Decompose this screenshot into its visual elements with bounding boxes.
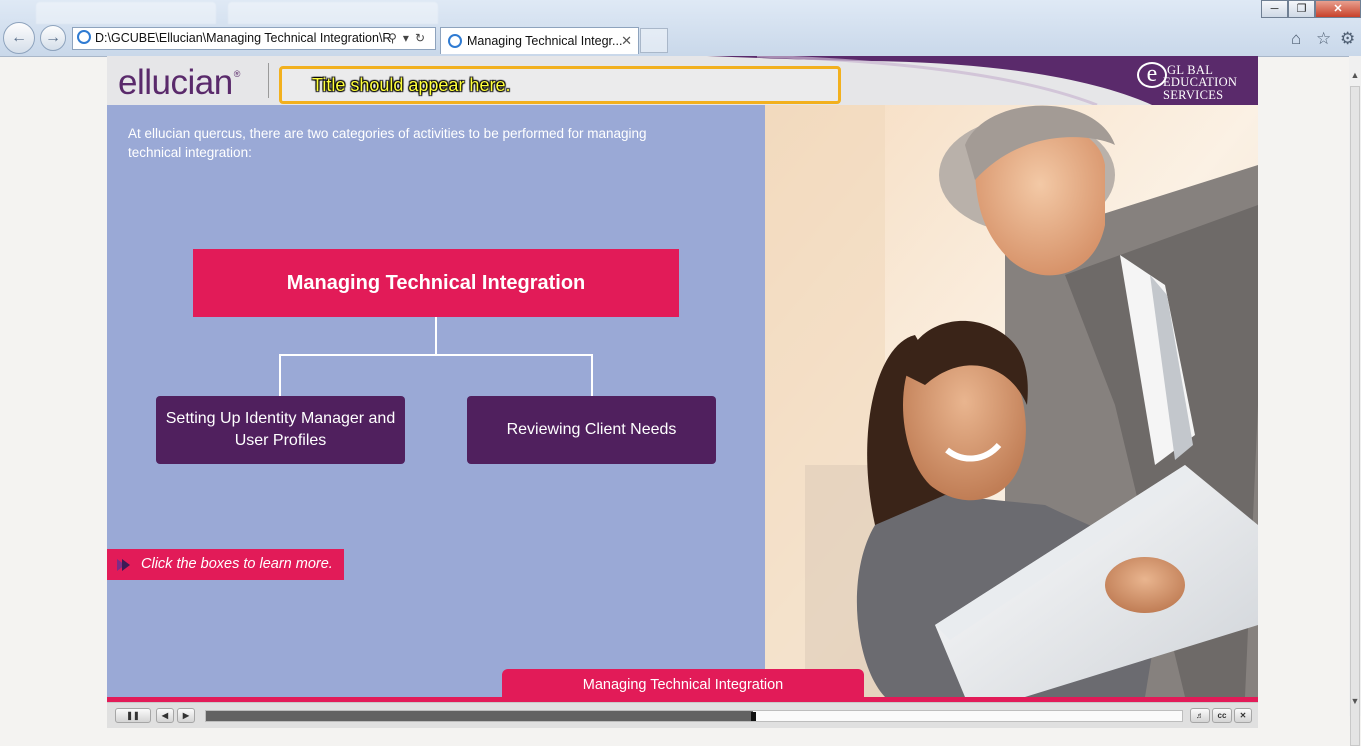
- hint-text: Click the boxes to learn more.: [141, 556, 333, 572]
- tab-title: Managing Technical Integr...: [467, 34, 623, 48]
- next-button[interactable]: [177, 708, 195, 723]
- partner-logo-line3: SERVICES: [1163, 88, 1224, 102]
- progress-handle[interactable]: [751, 712, 756, 721]
- restore-button[interactable]: [1288, 0, 1315, 18]
- intro-text: At ellucian quercus, there are two categories of activities to be performed for managing technical integration:: [128, 126, 647, 160]
- exit-button[interactable]: [1234, 708, 1252, 723]
- new-tab-button[interactable]: [640, 28, 668, 53]
- ellucian-logo: ellucian®: [118, 63, 240, 102]
- global-education-services-logo: [1137, 61, 1255, 101]
- scroll-up-icon[interactable]: ▲: [1350, 70, 1360, 80]
- back-arrow-icon: ←: [11, 29, 27, 46]
- forward-arrow-icon: →: [45, 29, 61, 46]
- home-icon[interactable]: ⌂: [1291, 29, 1302, 48]
- hint-banner: [107, 549, 344, 580]
- volume-button[interactable]: [1190, 708, 1210, 723]
- scroll-thumb[interactable]: [1350, 86, 1360, 746]
- gear-icon[interactable]: ⚙: [1340, 29, 1356, 48]
- progress-track[interactable]: [205, 710, 1183, 722]
- ie-tab-icon: [448, 34, 462, 48]
- skip-back-icon: ◀: [161, 711, 169, 720]
- partner-logo-line1: GL BAL: [1167, 63, 1214, 77]
- cc-icon: cc: [1217, 711, 1227, 720]
- minimize-icon: ─: [1270, 3, 1279, 15]
- root-node: Managing Technical Integration: [193, 249, 679, 317]
- playback-controls: [107, 702, 1258, 728]
- background-tab-blurred: [36, 2, 216, 24]
- volume-icon: ♬: [1196, 711, 1204, 720]
- title-placeholder-text: Title should appear here.: [312, 75, 511, 95]
- vertical-scrollbar[interactable]: [1349, 56, 1361, 716]
- pause-button[interactable]: [115, 708, 151, 723]
- section-tab[interactable]: Managing Technical Integration: [502, 669, 864, 702]
- dropdown-icon[interactable]: ▾: [402, 31, 415, 45]
- close-icon: ✕: [1239, 711, 1247, 720]
- search-icon[interactable]: ⚲: [388, 31, 403, 45]
- address-tools[interactable]: [388, 28, 431, 49]
- back-button[interactable]: [3, 22, 35, 54]
- restore-icon: ❐: [1296, 3, 1307, 15]
- background-tab-blurred: [228, 2, 438, 24]
- close-icon: ✕: [1333, 3, 1343, 15]
- progress-fill: [206, 711, 753, 721]
- forward-button[interactable]: [40, 25, 66, 51]
- previous-button[interactable]: [156, 708, 174, 723]
- ie-page-icon: [77, 30, 91, 44]
- star-icon[interactable]: ☆: [1316, 29, 1332, 48]
- partner-logo-line2: EDUCATION: [1163, 75, 1238, 89]
- pause-icon: ❚❚: [126, 711, 140, 720]
- hint-arrow-icon: [116, 558, 132, 572]
- address-text: D:\GCUBE\Ellucian\Managing Technical Integration\R: [95, 31, 392, 45]
- address-bar[interactable]: [72, 27, 436, 50]
- office-photo: [765, 105, 1258, 697]
- course-player: [107, 56, 1258, 728]
- browser-chrome: [0, 0, 1361, 57]
- refresh-icon[interactable]: ↻: [414, 31, 431, 45]
- captions-button[interactable]: [1212, 708, 1232, 723]
- node-identity-manager[interactable]: Setting Up Identity Manager and User Profiles: [156, 396, 405, 464]
- minimize-button[interactable]: [1261, 0, 1288, 18]
- globe-e-icon: e: [1137, 62, 1167, 88]
- skip-forward-icon: ▶: [182, 711, 190, 720]
- close-tab-icon[interactable]: ✕: [621, 33, 632, 48]
- node-client-needs[interactable]: Reviewing Client Needs: [467, 396, 716, 464]
- browser-tab-active[interactable]: [440, 27, 639, 54]
- close-window-button[interactable]: [1315, 0, 1361, 18]
- scroll-down-icon[interactable]: ▼: [1350, 696, 1360, 706]
